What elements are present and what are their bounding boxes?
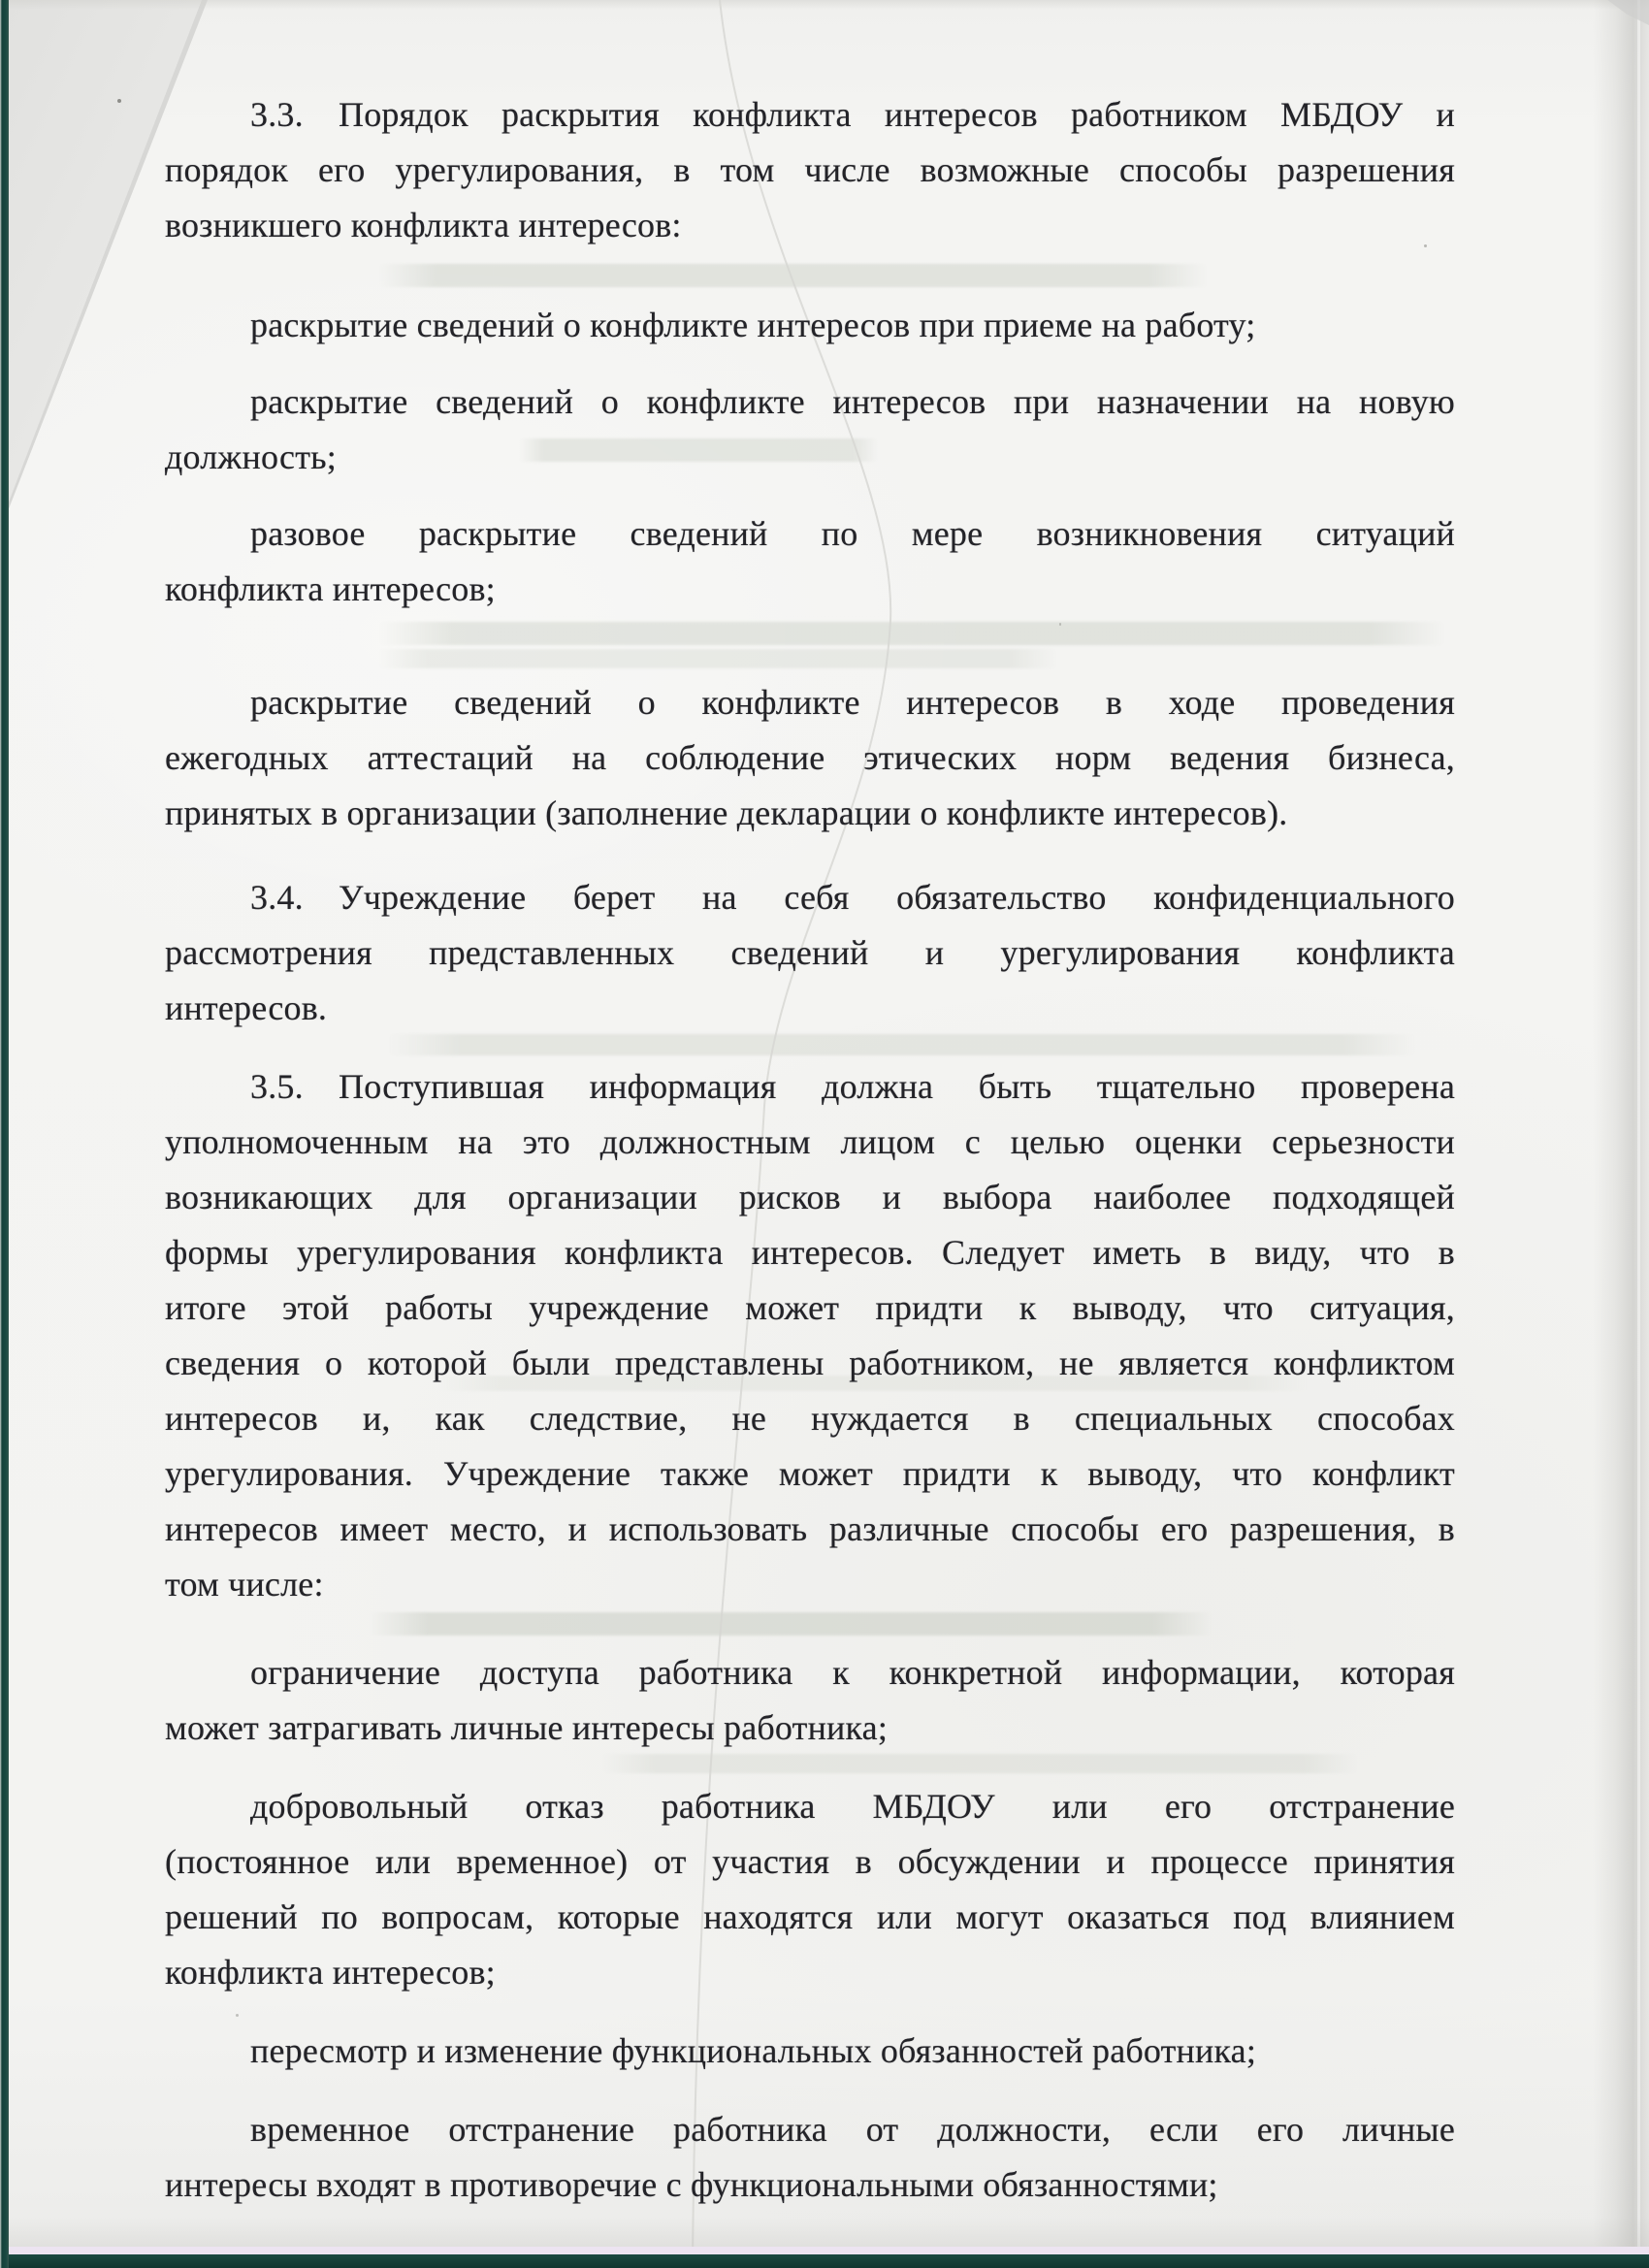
document-text	[165, 87, 1455, 2213]
text-line: (постоянное или временное) от участия в обсуждении и процессе принятия	[165, 1842, 1455, 1881]
text-line: рассмотрения представленных сведений и урегулирования конфликта	[165, 933, 1455, 972]
text-line: должность;	[165, 437, 337, 476]
right-edge-highlight	[1637, 0, 1640, 2268]
text-line: уполномоченным на это должностным лицом с целью оценки серьезности	[165, 1122, 1455, 1161]
text-line: ограничение доступа работника к конкретной информации, которая	[250, 1653, 1455, 1692]
text-line: интересов.	[165, 988, 328, 1027]
text-line: 3.3. Порядок раскрытия конфликта интересов работником МБДОУ и	[250, 95, 1455, 134]
paragraph-3-4	[165, 870, 1455, 1036]
left-edge-strip	[0, 0, 9, 2268]
text-line: том числе:	[165, 1565, 324, 1604]
text-line: возникшего конфликта интересов:	[165, 206, 682, 244]
text-line: интересов имеет место, и использовать различные способы его разрешения, в	[165, 1509, 1455, 1548]
paragraph-duties-revision	[165, 2024, 1455, 2079]
text-line: возникающих для организации рисков и выбора наиболее подходящей	[165, 1178, 1455, 1216]
top-edge-shade	[0, 0, 1649, 10]
paragraph-temporary-removal	[165, 2102, 1455, 2213]
paragraph-access-restriction	[165, 1645, 1455, 1756]
paragraph-disclosure-hiring	[165, 298, 1455, 353]
paragraph-annual-attestation	[165, 675, 1455, 841]
text-line: решений по вопросам, которые находятся или могут оказаться под влиянием	[165, 1897, 1455, 1936]
text-line: конфликта интересов;	[165, 1953, 496, 1992]
paragraph-one-time-disclosure	[165, 506, 1455, 617]
text-line: интересы входят в противоречие с функциональными обязанностями;	[165, 2165, 1218, 2204]
scan-speck	[1424, 244, 1427, 247]
bottom-edge-dark-line	[0, 2254, 1649, 2268]
text-line: разовое раскрытие сведений по мере возникновения ситуаций	[250, 514, 1455, 553]
scan-speck	[236, 2014, 239, 2017]
text-line: сведения о которой были представлены работником, не является конфликтом	[165, 1344, 1455, 1382]
text-line: добровольный отказ работника МБДОУ или его отстранение	[250, 1787, 1455, 1826]
right-edge-shadow	[1593, 0, 1649, 2268]
text-line: итоге этой работы учреждение может придти к выводу, что ситуация,	[165, 1288, 1455, 1327]
text-line: интересов и, как следствие, не нуждается в специальных способах	[165, 1399, 1455, 1438]
text-line: формы урегулирования конфликта интересов. Следует иметь в виду, что в	[165, 1233, 1455, 1272]
paragraph-disclosure-new-position	[165, 374, 1455, 485]
paragraph-3-3	[165, 87, 1455, 253]
text-line: временное отстранение работника от должности, если его личные	[250, 2110, 1455, 2149]
text-line: раскрытие сведений о конфликте интересов при приеме на работу;	[250, 306, 1256, 344]
text-line: ежегодных аттестаций на соблюдение этических норм ведения бизнеса,	[165, 738, 1455, 777]
text-line: порядок его урегулирования, в том числе возможные способы разрешения	[165, 150, 1455, 189]
text-line: пересмотр и изменение функциональных обязанностей работника;	[250, 2031, 1257, 2070]
text-line: 3.4. Учреждение берет на себя обязательство конфиденциального	[250, 878, 1455, 917]
text-line: 3.5. Поступившая информация должна быть тщательно проверена	[250, 1067, 1455, 1106]
text-line: урегулирования. Учреждение также может придти к выводу, что конфликт	[165, 1454, 1455, 1493]
scan-speck	[117, 99, 121, 103]
text-line: может затрагивать личные интересы работника;	[165, 1708, 889, 1747]
text-line: конфликта интересов;	[165, 569, 496, 608]
bottom-edge-shade	[0, 2218, 1649, 2247]
text-line: принятых в организации (заполнение декларации о конфликте интересов).	[165, 794, 1288, 832]
paragraph-3-5	[165, 1059, 1455, 1612]
paragraph-voluntary-refusal	[165, 1779, 1455, 2000]
scan-speck	[1059, 623, 1061, 626]
bottom-lavender-line	[0, 2247, 1649, 2254]
text-line: раскрытие сведений о конфликте интересов в ходе проведения	[250, 683, 1455, 722]
text-line: раскрытие сведений о конфликте интересов при назначении на новую	[250, 382, 1455, 421]
